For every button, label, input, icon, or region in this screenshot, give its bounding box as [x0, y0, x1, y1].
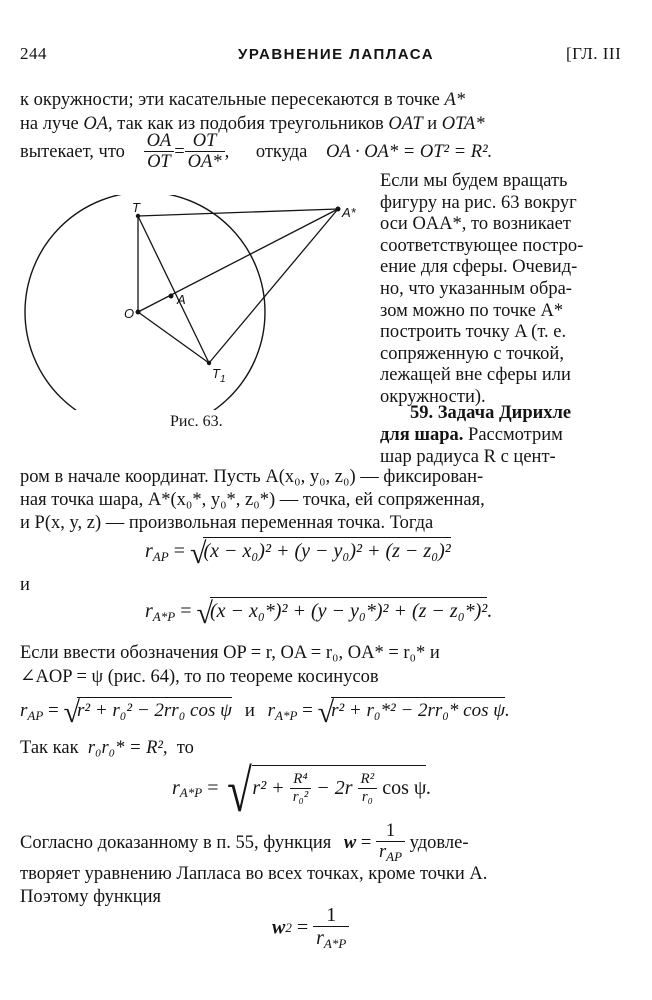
side-text-line: лежащей вне сферы или [380, 365, 571, 386]
chord-tt1 [138, 216, 209, 363]
figure-63-diagram [20, 195, 365, 410]
side-text-line: ение для сферы. Очевид- [380, 257, 578, 278]
side-text-line: оси OAA*, то возникает [380, 214, 571, 235]
side-text-line: сопряженную с точкой, [380, 343, 564, 364]
formula-r-ap: $r_{AP} = √(x - x_0)^2 + (y - y_0)^2 + (z - z_0)^2$ [145, 537, 451, 570]
point-t1 [207, 361, 211, 365]
side-text-line: но, что указанным обра- [380, 278, 572, 299]
side-text-line: соответствующее постро- [380, 235, 584, 256]
paragraph-line: Если ввести обозначения OP = r, OA = r₀, OA* = r₀* и [20, 643, 440, 663]
formula-r-astar-p-expanded: $r_{A*P} = √r^2$ + $\frac{\text{R⁴}}{\text{r₀²}}$ − 2r $\frac{\text{R²}}{\text{r₀}}$ cos ψ. [172, 758, 432, 825]
axis-line-oa [138, 209, 338, 312]
paragraph-line: ∠AOP = ψ (рис. 64), то по теореме косинусов [20, 667, 379, 687]
section-heading: 59. Задача Дирихле для шара. Рассмотрим шар радиуса R с цент- [380, 403, 572, 467]
paragraph-3 [20, 641, 440, 689]
side-text-line: построить точку A (т. е. [380, 322, 567, 343]
fraction-ot-oastar: $\frac{OT}{OA*}$ [185, 132, 225, 173]
point-a-star [336, 207, 341, 212]
conjunction-and: и [20, 575, 30, 595]
label-t1: $T_1$ [212, 366, 226, 385]
tangent-line-t1 [209, 209, 338, 363]
side-text-line: зом можно по точке A* [380, 300, 564, 321]
formula-r-astar-p: $r_{A*P} = √(x - x_0*)^2 + (y - y_0*)^2 + (z - z_0*)^2$. [145, 597, 493, 630]
circle [25, 195, 265, 410]
running-title: УРАВНЕНИЕ ЛАПЛАСА [238, 46, 435, 63]
paragraph-5-rest [20, 863, 487, 909]
paragraph-line: творяет уравнению Лапласа во всех точках, кроме точки A. [20, 864, 488, 884]
tangent-line-t [138, 209, 338, 216]
paragraph-4: Так как r₀r₀* = R², то [20, 738, 194, 758]
chapter-marker: [ГЛ. III [566, 44, 622, 63]
figure-caption: Рис. 63. [170, 413, 223, 430]
paragraph-line-with-fractions: вытекает, что $\frac{OA}{OT}$ = $\frac{OT}{OA*}$ , откуда OA · OA* = OT² = R². [20, 131, 493, 173]
point-o [136, 310, 141, 315]
point-a [169, 294, 174, 299]
paragraph-2 [20, 466, 485, 535]
label-a-star: A* [342, 205, 356, 220]
label-t: T [132, 200, 140, 215]
paragraph-line: ная точка шара, A*(x₀*, y₀*, z₀*) — точка, ей сопряженная, [20, 490, 485, 510]
page-number: 244 [20, 44, 47, 63]
paragraph-5-line1: Согласно доказанному в п. 55, функция w = $\frac{1}{r_{AP}}$ удовле- [20, 821, 469, 865]
label-a: A [177, 292, 186, 307]
label-o: O [124, 306, 135, 321]
paragraph-line: к окружности; эти касательные пересекаются в точке A* [20, 90, 466, 110]
formula-cosine-law: $r_{AP} = √r^2 + r_0^2 - 2rr_0$ cos ψ и $r_{A*P} = √r^2 + r_0*^2 - 2rr_0*$ cos ψ. [20, 696, 510, 729]
paragraph-line: Поэтому функция [20, 887, 162, 907]
side-text-line: фигуру на рис. 63 вокруг [380, 192, 577, 213]
paragraph-line: и P(x, y, z) — произвольная переменная точка. Тогда [20, 513, 434, 533]
paragraph-line: на луче OA, так как из подобия треугольников OAT и OTA* [20, 114, 485, 134]
paragraph-line: ром в начале координат. Пусть A(x₀, y₀, z₀) — фиксирован- [20, 467, 484, 487]
side-text-line: Если мы будем вращать [380, 171, 568, 191]
side-text-line: окружности). [380, 386, 486, 407]
radius-ot1 [138, 312, 209, 363]
fraction-one-over-rap: $\frac{1}{r_{AP}}$ [376, 822, 405, 865]
formula-w2: w2 = $\frac{1}{r_{A*P}}$ [272, 905, 349, 951]
fraction-oa-ot: $\frac{OA}{OT}$ [144, 132, 175, 173]
side-text-block [380, 171, 583, 409]
